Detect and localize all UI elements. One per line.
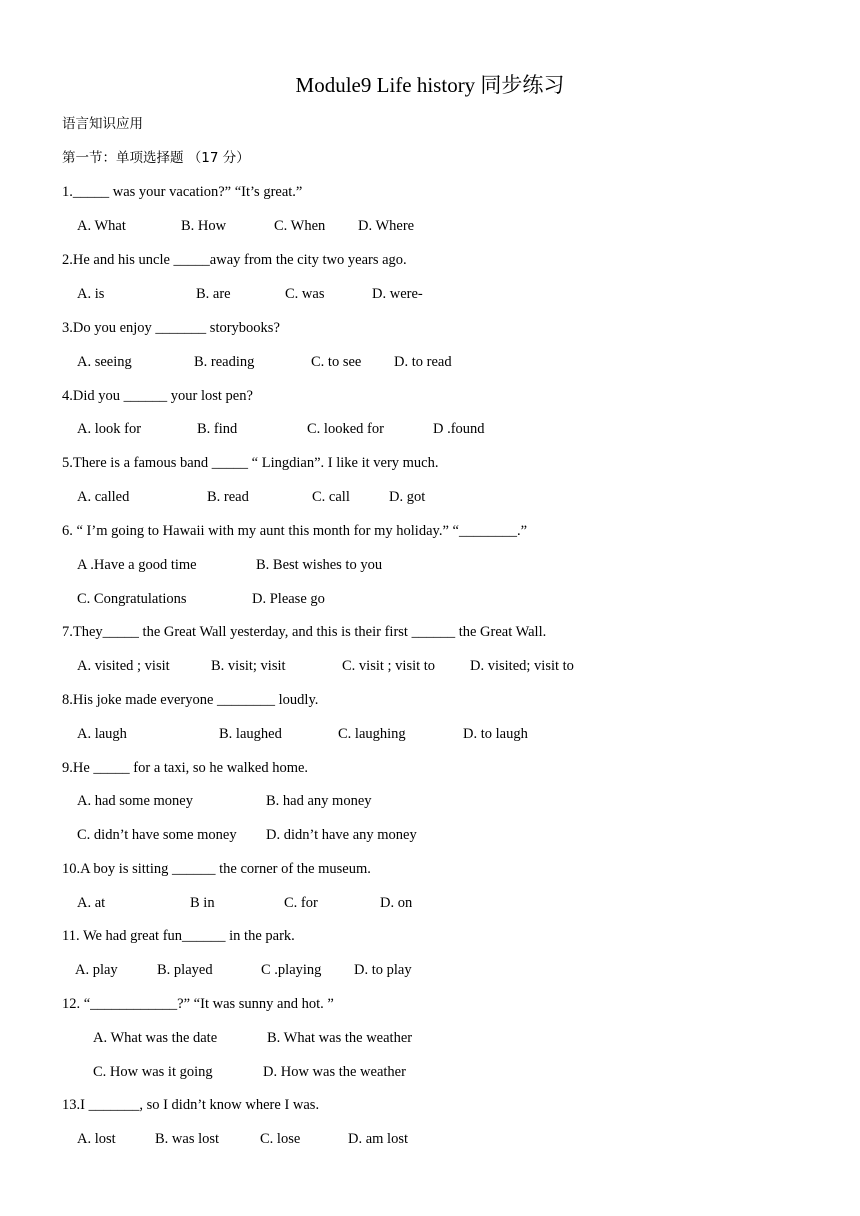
option: D. Please go [252, 591, 325, 607]
part-heading: 第一节：单项选择题 （17 分） [62, 150, 250, 166]
option: A .Have a good time [77, 557, 197, 573]
option: A. What [77, 218, 126, 234]
question-text: 9.He _____ for a taxi, so he walked home. [62, 760, 309, 776]
option: B. had any money [266, 793, 372, 809]
option: D. didn’t have any money [266, 827, 417, 843]
option: C. How was it going [93, 1064, 213, 1080]
option: D. got [389, 489, 426, 505]
question-text: 2.He and his uncle _____away from the city two years ago. [62, 252, 407, 268]
option: B. reading [194, 354, 255, 370]
option: C. for [284, 895, 318, 911]
question-text: 7.They_____ the Great Wall yesterday, and this is their first ______ the Great Wall. [62, 624, 547, 640]
question-text: 6. “ I’m going to Hawaii with my aunt this month for my holiday.” “________.” [62, 523, 527, 539]
option: A. is [77, 286, 105, 302]
question-text: 10.A boy is sitting ______ the corner of the museum. [62, 861, 371, 877]
option: B. find [197, 421, 238, 437]
option: A. called [77, 489, 130, 505]
question-text: 13.I _______, so I didn’t know where I was. [62, 1097, 320, 1113]
option: C. laughing [338, 726, 406, 742]
option: C .playing [261, 962, 322, 978]
option: B. laughed [219, 726, 282, 742]
option: D. How was the weather [263, 1064, 406, 1080]
option: C. When [274, 218, 326, 234]
option: C. looked for [307, 421, 384, 437]
option: B. visit; visit [211, 658, 286, 674]
option: D. visited; visit to [470, 658, 574, 674]
option: A. What was the date [93, 1030, 218, 1046]
option: D. on [380, 895, 413, 911]
option: B. What was the weather [267, 1030, 413, 1046]
question-text: 5.There is a famous band _____ “ Lingdian”. I like it very much. [62, 455, 439, 471]
option: C. visit ; visit to [342, 658, 436, 674]
question-text: 3.Do you enjoy _______ storybooks? [62, 320, 280, 336]
option: B. read [207, 489, 249, 505]
option: A. lost [77, 1131, 116, 1147]
option: B. How [181, 218, 227, 234]
question-text: 4.Did you ______ your lost pen? [62, 388, 253, 404]
option: C. didn’t have some money [77, 827, 237, 843]
option: B. Best wishes to you [256, 557, 383, 573]
option: C. to see [311, 354, 362, 370]
option: A. laugh [77, 726, 127, 742]
option: A. seeing [77, 354, 132, 370]
option: A. look for [77, 421, 142, 437]
option: D. to play [354, 962, 412, 978]
question-text: 8.His joke made everyone ________ loudly. [62, 692, 319, 708]
question-text: 12. “____________?” “It was sunny and hot. ” [62, 996, 334, 1012]
option: A. had some money [77, 793, 193, 809]
option: D. Where [358, 218, 415, 234]
option: A. play [75, 962, 118, 978]
option: C. lose [260, 1131, 301, 1147]
page-title: Module9 Life history 同步练习 [295, 73, 565, 97]
option: C. Congratulations [77, 591, 187, 607]
option: B. played [157, 962, 213, 978]
option: D .found [433, 421, 485, 437]
section-heading: 语言知识应用 [62, 116, 143, 132]
option: C. call [312, 489, 350, 505]
option: D. am lost [348, 1131, 409, 1147]
option: B. was lost [155, 1131, 220, 1147]
option: D. to read [394, 354, 452, 370]
option: D. to laugh [463, 726, 528, 742]
question-text: 1._____ was your vacation?” “It’s great.” [62, 184, 303, 200]
option: D. were- [372, 286, 423, 302]
option: C. was [285, 286, 325, 302]
option: A. at [77, 895, 106, 911]
option: B. are [196, 286, 231, 302]
question-text: 11. We had great fun______ in the park. [62, 928, 295, 944]
option: B in [190, 895, 215, 911]
option: A. visited ; visit [77, 658, 170, 674]
